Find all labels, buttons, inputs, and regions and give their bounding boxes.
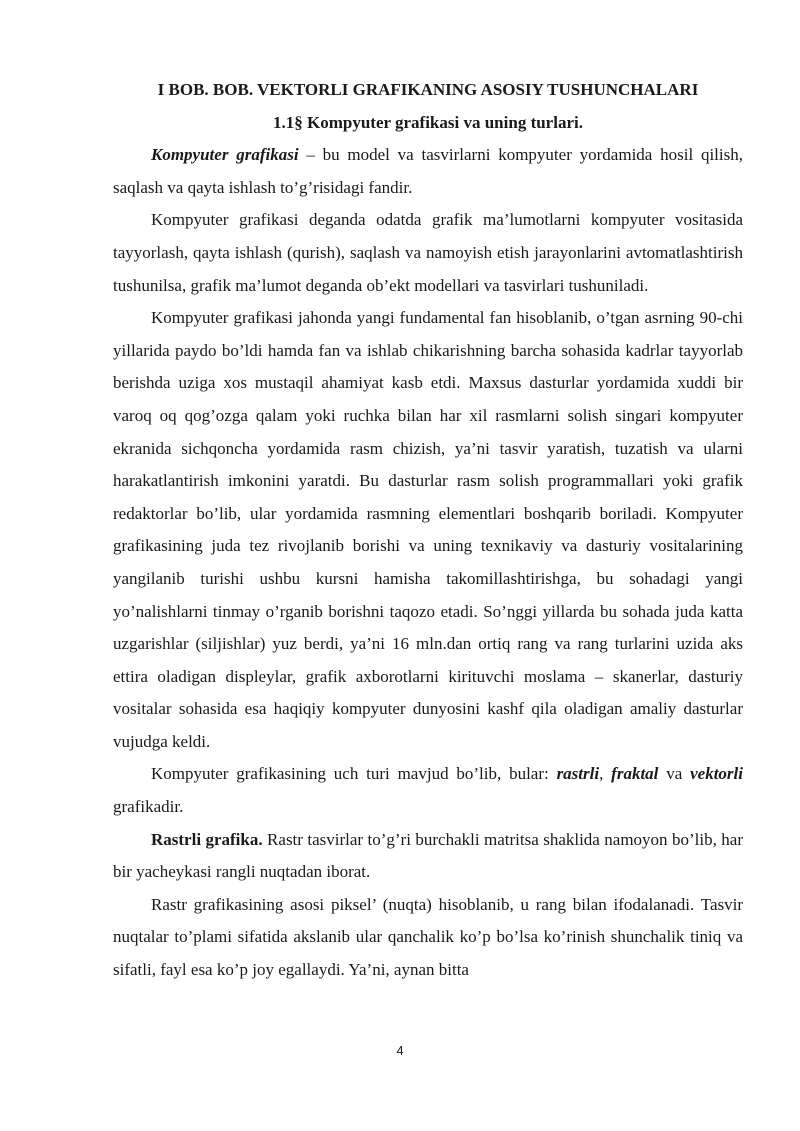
- types-sep-1: ,: [599, 764, 612, 784]
- paragraph-rastrli: [113, 824, 743, 889]
- types-sep-2: va: [658, 764, 691, 784]
- section-title: 1.1§ Kompyuter grafikasi va uning turlari.: [273, 112, 583, 132]
- term-rastrli: rastrli: [556, 764, 600, 784]
- types-end: grafikadir.: [113, 797, 184, 817]
- term-kompyuter-grafikasi: Kompyuter grafikasi: [151, 145, 299, 165]
- paragraph-6: Rastr grafikasining asosi piksel’ (nuqta) hisoblanib, u rang bilan ifodalanadi. Tasvir nuqtalar to’plami sifatida akslanib ular qanchalik ko’p bo’lsa ko’rinish shunchalik tiniq va sifatli, fayl esa ko’p joy egallaydi. Ya’ni, aynan bitta: [113, 894, 743, 980]
- paragraph-3: Kompyuter grafikasi jahonda yangi fundamental fan hisoblanib, o’tgan asrning 90-chi yillarida paydo bo’ldi hamda fan va ishlab chikarishning barcha sohasida kadrlar tayyorlab berishda uziga xos mustaqil ahamiyat kasb etdi. Maxsus dasturlar yordamida xuddi bir varoq oq qog’ozga qalam yoki ruchka bilan har xil rasmlarni solish singari kompyuter ekranida sichqoncha yordamida rasm chizish, ya’ni tasvir yaratish, tuzatish va ularni harakatlantirish imkonini yaratdi. Bu dasturlar rasm solish programmallari yoki grafik redaktorlar bo’lib, ular yordamida rasmning elementlari boshqarib boriladi. Kompyuter grafikasining juda tez rivojlanib borishi va uning texnikaviy va dasturiy vositalarining yangilanib turishi ushbu kursni hamisha takomillashtirishga, bu sohadagi yangi yo’nalishlarni tinmay o’rganib borishni taqozo etadi. So’nggi yillarda bu sohada juda katta uzgarishlar (siljishlar) yuz berdi, ya’ni 16 mln.dan ortiq rang va rang turlarini uzida aks ettira oladigan displeylar, grafik axborotlarni kirituvchi moslama – skanerlar, dasturiy vositalar sohasida esa haqiqiy kompyuter dunyosini kashf qila oladigan amaliy dasturlar vujudga keldi.: [113, 308, 743, 751]
- term-fraktal: fraktal: [611, 764, 659, 784]
- types-intro: Kompyuter grafikasining uch turi mavjud bo’lib, bular:: [151, 764, 557, 784]
- paragraph-definition: [113, 139, 743, 204]
- paragraph-2: Kompyuter grafikasi deganda odatda grafik ma’lumotlarni kompyuter vositasida tayyorlash, qayta ishlash (qurish), saqlash va namoyish etish jarayonlarini avtomatlashtirish tushunilsa, grafik ma’lumot deganda ob’ekt modellari va tasvirlari tushuniladi.: [113, 210, 743, 295]
- chapter-title: I BOB. BOB. VEKTORLI GRAFIKANING ASOSIY TUSHUNCHALARI: [157, 80, 699, 99]
- page-content: [113, 74, 743, 987]
- rastrli-text: Rastr tasvirlar to’g’ri burchakli matritsa shaklida namoyon bo’lib, har bir yacheykasi rangli nuqtadan iborat.: [113, 829, 743, 882]
- term-vektorli: vektorli: [690, 764, 743, 784]
- paragraph-types: [113, 758, 743, 823]
- term-rastrli-grafika: Rastrli grafika.: [151, 829, 263, 849]
- definition-text: – bu model va tasvirlarni kompyuter yordamida hosil qilish, saqlash va qayta ishlash to’g’risidagi fandir.: [113, 145, 743, 197]
- page-number: 4: [396, 1043, 404, 1058]
